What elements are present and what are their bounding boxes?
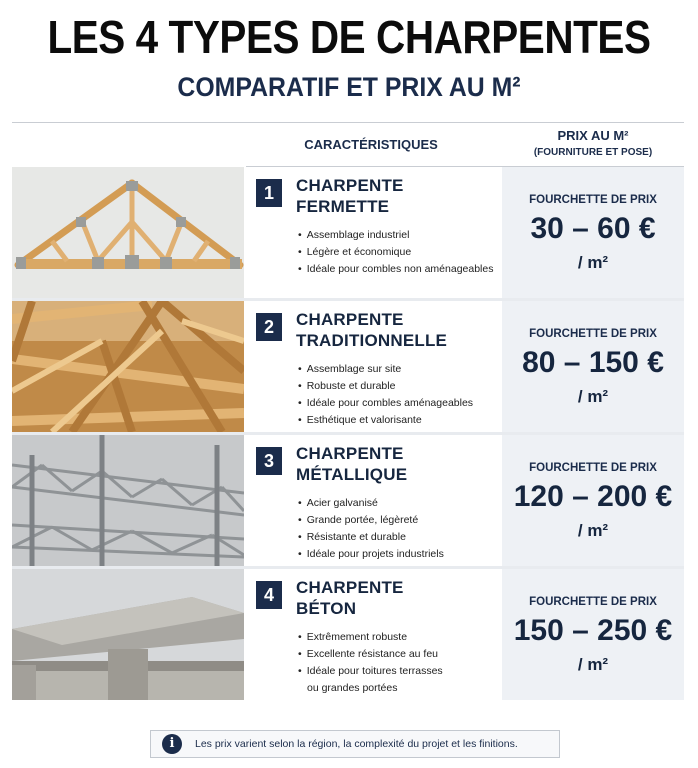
price-unit: / m² <box>577 655 609 674</box>
list-item: • Grande portée, légèreté <box>298 512 444 529</box>
footer-text: Les prix varient selon la région, la complexité du projet et les finitions. <box>195 738 518 750</box>
list-item: ou grandes portées <box>307 682 398 694</box>
price-label: FOURCHETTE DE PRIX <box>529 194 657 206</box>
row-number-badge: 2 <box>256 313 282 341</box>
info-icon: i <box>162 734 182 754</box>
list-item: • Idéale pour combles non aménageables <box>298 261 493 278</box>
column-header-price-line2: (FOURNITURE ET POSE) <box>533 147 653 158</box>
price-cell <box>502 301 684 432</box>
row-title-line1: CHARPENTE <box>296 444 404 463</box>
column-header-price-line1: PRIX AU M² <box>557 128 629 143</box>
row-title-line2: FERMETTE <box>296 197 390 216</box>
price-cell <box>502 435 684 566</box>
row-number-badge: 1 <box>256 179 282 207</box>
list-item: • Excellente résistance au feu <box>298 646 443 663</box>
feature-list <box>298 227 493 278</box>
price-label: FOURCHETTE DE PRIX <box>529 462 657 474</box>
price-range: 150 – 250 € <box>513 614 673 647</box>
feature-list <box>298 361 473 429</box>
row-title-line2: BÉTON <box>296 599 357 618</box>
price-range: 120 – 200 € <box>513 480 673 513</box>
row-number-badge: 3 <box>256 447 282 475</box>
list-item: • Idéale pour toitures terrasses <box>298 663 443 680</box>
table-row-traditionnelle <box>12 301 684 432</box>
table-row-fermette <box>12 167 684 298</box>
price-cell <box>502 569 684 700</box>
list-item: • Esthétique et valorisante <box>298 412 473 429</box>
row-title <box>296 577 404 619</box>
list-item: • Robuste et durable <box>298 378 473 395</box>
concrete-frame-image <box>12 569 244 700</box>
footer-note <box>150 730 560 758</box>
list-item: • Idéale pour combles aménageables <box>298 395 473 412</box>
row-description <box>244 301 500 432</box>
row-title <box>296 443 407 485</box>
row-title <box>296 175 404 217</box>
traditional-frame-image <box>12 301 244 432</box>
table-row-metallique <box>12 435 684 566</box>
divider <box>12 122 684 123</box>
fermette-truss-image <box>12 167 244 298</box>
price-range: 30 – 60 € <box>530 212 656 245</box>
row-title-line1: CHARPENTE <box>296 578 404 597</box>
page-title: LES 4 TYPES DE CHARPENTES <box>47 11 651 63</box>
price-range: 80 – 150 € <box>522 346 664 379</box>
price-unit: / m² <box>577 253 609 272</box>
row-description <box>244 435 500 566</box>
row-number-badge: 4 <box>256 581 282 609</box>
price-cell <box>502 167 684 298</box>
steel-frame-image <box>12 435 244 566</box>
row-title-line1: CHARPENTE <box>296 176 404 195</box>
row-title-line2: MÉTALLIQUE <box>296 465 408 484</box>
column-header-characteristics: CARACTÉRISTIQUES <box>304 137 438 152</box>
list-item: • Assemblage industriel <box>298 227 493 244</box>
page-subtitle: COMPARATIF ET PRIX AU M² <box>177 72 521 102</box>
list-item: • Extrêmement robuste <box>298 629 443 646</box>
price-label: FOURCHETTE DE PRIX <box>529 328 657 340</box>
list-item: • Idéale pour projets industriels <box>298 546 444 563</box>
column-header-price <box>500 128 686 158</box>
list-item: • Résistante et durable <box>298 529 444 546</box>
feature-list <box>298 629 443 697</box>
row-description <box>244 167 500 298</box>
price-unit: / m² <box>577 387 609 406</box>
table-row-beton <box>12 569 684 700</box>
list-item: • Légère et économique <box>298 244 493 261</box>
list-item: • Acier galvanisé <box>298 495 444 512</box>
price-label: FOURCHETTE DE PRIX <box>529 596 657 608</box>
price-unit: / m² <box>577 521 609 540</box>
row-description <box>244 569 500 700</box>
row-title-line1: CHARPENTE <box>296 310 404 329</box>
row-title-line2: TRADITIONNELLE <box>296 331 448 350</box>
row-title <box>296 309 447 351</box>
list-item: • Assemblage sur site <box>298 361 473 378</box>
